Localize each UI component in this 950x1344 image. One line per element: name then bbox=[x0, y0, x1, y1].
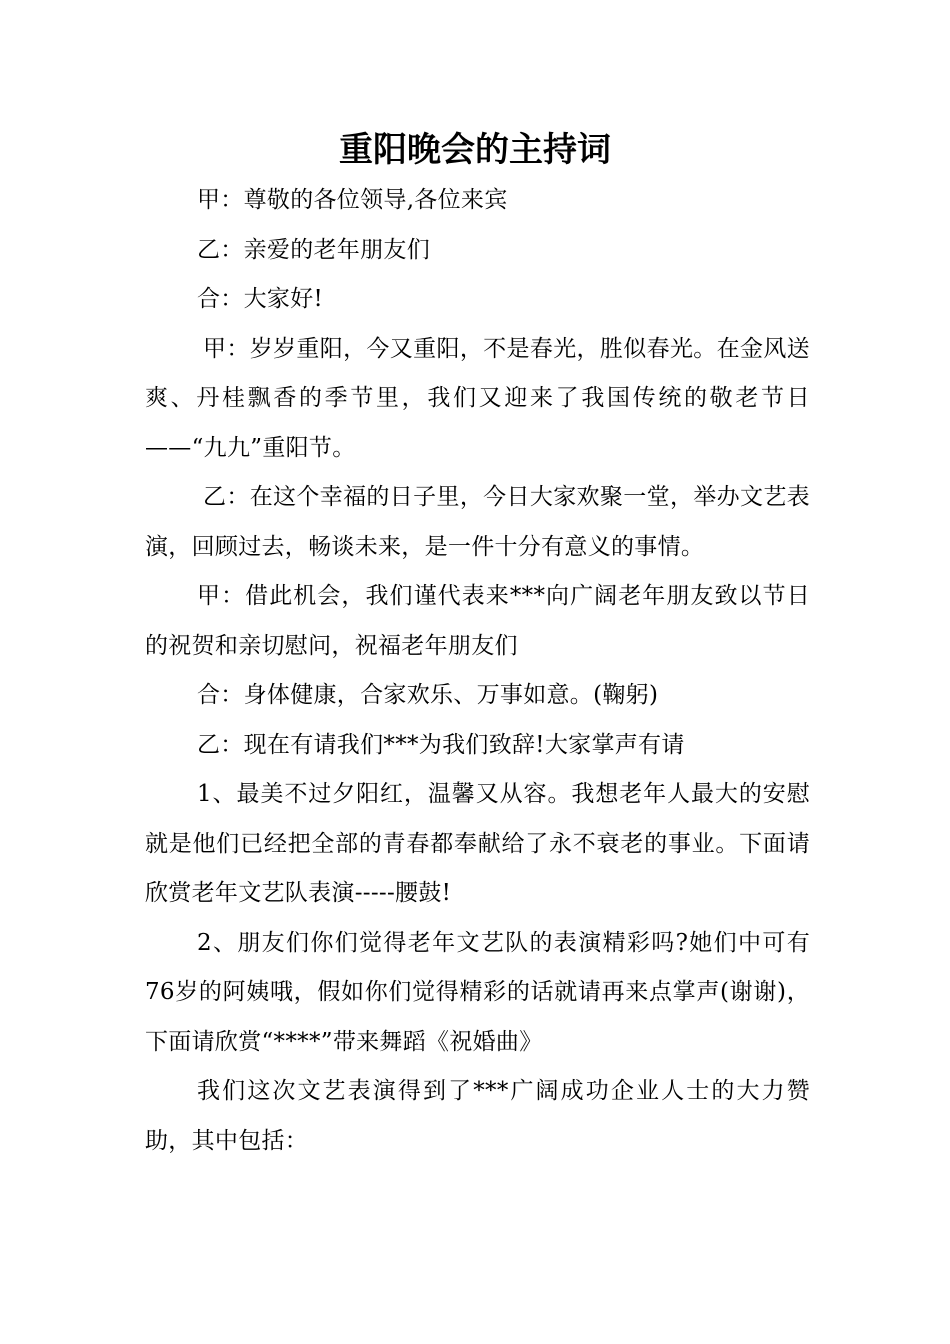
paragraph-jia-greetings: 甲：借此机会，我们谨代表来***向广阔老年朋友致以节日的祝贺和亲切慰问，祝福老年朋友们 bbox=[145, 583, 810, 659]
paragraph-program-1: 1、最美不过夕阳红，温馨又从容。我想老年人最大的安慰就是他们已经把全部的青春都奉献给了永不衰老的事业。下面请欣赏老年文艺队表演-----腰鼓! bbox=[145, 781, 810, 906]
paragraph-yi-invite: 乙：现在有请我们***为我们致辞!大家掌声有请 bbox=[197, 731, 685, 758]
paragraph-jia-intro: 甲：岁岁重阳，今又重阳，不是春光，胜似春光。在金风送爽、丹桂飘香的季节里，我们又迎来了我国传统的敬老节日——“九九”重阳节。 bbox=[145, 335, 810, 461]
paragraph-yi-intro: 乙：在这个幸福的日子里，今日大家欢聚一堂，举办文艺表演，回顾过去，畅谈未来，是一件十分有意义的事情。 bbox=[145, 484, 810, 560]
paragraph-program-2: 2、朋友们你们觉得老年文艺队的表演精彩吗?她们中可有76岁的阿姨哦，假如你们觉得精彩的话就请再来点掌声(谢谢)，下面请欣赏“****”带来舞蹈《祝婚曲》 bbox=[145, 929, 810, 1055]
paragraph-sponsors: 我们这次文艺表演得到了***广阔成功企业人士的大力赞助，其中包括： bbox=[145, 1078, 810, 1154]
paragraph-greeting-jia: 甲：尊敬的各位领导,各位来宾 bbox=[197, 187, 508, 213]
paragraph-greeting-he: 合：大家好! bbox=[197, 286, 324, 312]
document-title: 重阳晚会的主持词 bbox=[339, 130, 611, 170]
paragraph-he-wishes: 合：身体健康，合家欢乐、万事如意。(鞠躬) bbox=[197, 682, 659, 708]
document-body bbox=[145, 176, 810, 1166]
paragraph-greeting-yi: 乙：亲爱的老年朋友们 bbox=[197, 236, 430, 263]
